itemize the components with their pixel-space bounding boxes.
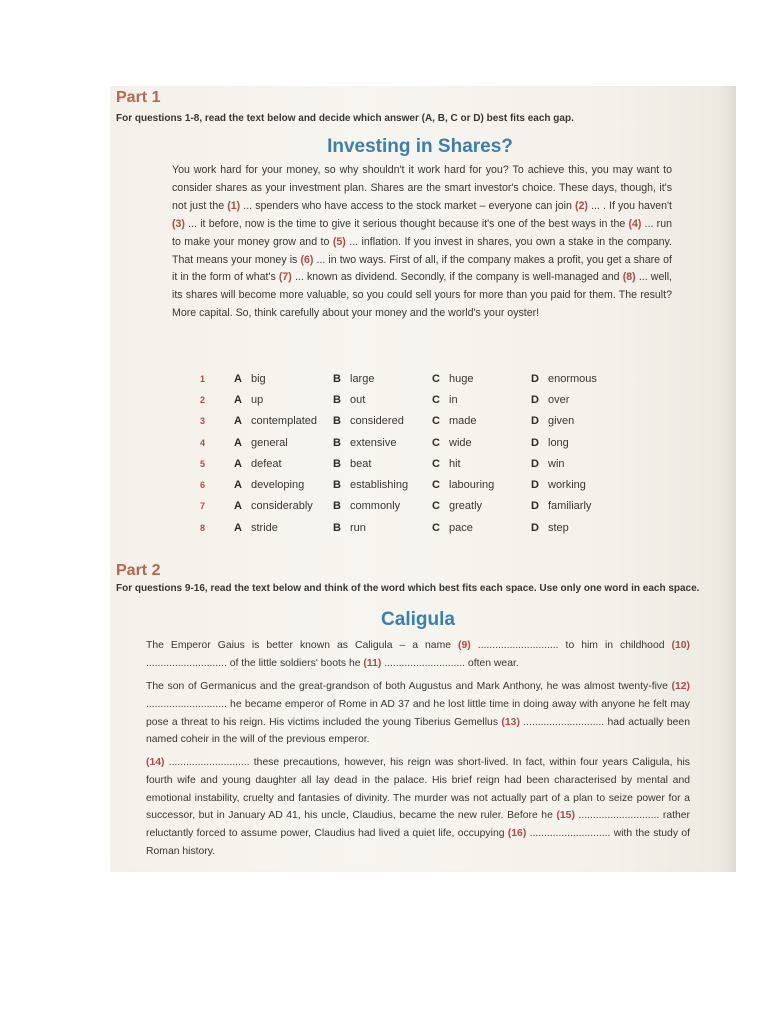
option-a: big [251, 372, 266, 385]
option-c: wide [449, 436, 472, 449]
letter-c: C [432, 436, 440, 449]
part1-heading: Part 1 [116, 89, 161, 106]
part2-title: Caligula [381, 609, 455, 630]
letter-c: C [432, 415, 440, 428]
letter-b: B [333, 415, 341, 428]
text-segment: ... inflation. If you invest in shares, you own a stake in the company. That means your money is [172, 235, 672, 266]
question-number: 5 [200, 458, 206, 469]
option-a: contemplated [251, 415, 318, 428]
question-number: 3 [200, 416, 206, 427]
letter-b: B [333, 457, 341, 470]
letter-c: C [432, 393, 440, 406]
text-segment: The Emperor Gaius is better known as Caligula – a name [146, 640, 459, 651]
part1-instruction: For questions 1-8, read the text below and decide which answer (A, B, C or D) best fits each gap. [116, 113, 574, 124]
part1-text [172, 162, 672, 323]
option-b: out [350, 393, 366, 406]
gap-16: (16) [507, 828, 527, 840]
text-segment: ... well, its shares will become more valuable, so you could sell yours for more than you paid for them. The result? More capital. So, think carefully about your money and the world's your oyster! [172, 271, 672, 320]
option-c: labouring [449, 479, 495, 492]
option-d: working [548, 479, 586, 492]
letter-d: D [531, 372, 539, 385]
letter-a: A [234, 521, 242, 534]
question-number: 1 [200, 373, 206, 384]
letter-d: D [531, 436, 539, 449]
gap-14: (14) [146, 757, 165, 768]
part2-instruction: For questions 9-16, read the text below and think of the word which best fits each space. Use only one word in each space. [116, 583, 700, 594]
gap-11: (11) [363, 657, 382, 669]
text-segment: ... it before, now is the time to give it serious thought because it's one of the best ways in the [184, 217, 629, 230]
option-d: given [548, 415, 575, 428]
letter-c: C [432, 457, 440, 470]
gap-9: (9) [458, 640, 471, 651]
option-b: extensive [350, 436, 397, 449]
letter-a: A [234, 415, 242, 428]
option-row-2 [200, 389, 638, 410]
option-row-3 [200, 411, 638, 432]
option-d: enormous [548, 372, 597, 385]
gap-15: (15) [556, 810, 575, 822]
question-number: 4 [200, 437, 206, 448]
letter-a: A [234, 479, 242, 492]
letter-a: A [234, 500, 242, 513]
text-segment: ............................ with the study of Roman history. [146, 828, 690, 857]
letter-a: A [234, 393, 242, 406]
option-b: beat [350, 457, 372, 470]
gap-3: (3) [172, 217, 185, 230]
letter-b: B [333, 479, 341, 492]
option-b: run [350, 521, 366, 534]
option-row-1 [200, 368, 638, 389]
caligula-paragraph-3 [146, 754, 690, 861]
option-b: commonly [350, 500, 401, 513]
text-segment: ............................ of the little soldiers' boots he [146, 657, 364, 669]
option-d: familiarly [548, 500, 592, 513]
letter-c: C [432, 521, 440, 534]
text-segment: You work hard for your money, so why shouldn't it work hard for you? To achieve this, you may want to consider shares as your investment plan. Shares are the smart investor's choice. These days, though, it's not just the [172, 164, 672, 212]
option-row-5 [200, 453, 638, 474]
option-d: long [548, 436, 569, 449]
option-c: huge [449, 372, 474, 385]
caligula-paragraph-2 [146, 678, 690, 749]
letter-b: B [333, 500, 341, 513]
option-a: defeat [251, 457, 282, 470]
letter-d: D [531, 415, 539, 428]
option-row-7 [200, 496, 638, 517]
part2-heading: Part 2 [116, 562, 161, 579]
question-number: 7 [200, 501, 206, 512]
text-segment: ............................ often wear. [381, 657, 519, 669]
option-b: considered [350, 415, 404, 428]
option-c: in [449, 393, 458, 406]
answer-options-table [200, 368, 638, 538]
option-row-8 [200, 517, 638, 538]
option-c: pace [449, 521, 473, 534]
text-segment: ... known as dividend. Secondly, if the company is well-managed and [291, 271, 623, 284]
gap-7: (7) [278, 271, 292, 284]
option-d: step [548, 521, 569, 534]
option-c: greatly [449, 500, 483, 513]
option-b: large [350, 372, 375, 385]
text-segment: ... run to make your money grow and to [172, 217, 672, 248]
letter-c: C [432, 500, 440, 513]
letter-b: B [333, 521, 341, 534]
option-d: over [548, 393, 570, 406]
option-a: considerably [251, 500, 313, 513]
letter-d: D [531, 500, 539, 513]
text-segment: ... . If you haven't [587, 199, 672, 212]
gap-10: (10) [671, 640, 691, 651]
part1-title: Investing in Shares? [327, 136, 513, 157]
letter-d: D [531, 521, 539, 534]
option-d: win [548, 457, 565, 470]
text-segment: ... spenders who have access to the stock market – everyone can join [240, 199, 575, 212]
option-row-4 [200, 432, 638, 453]
option-c: hit [449, 457, 461, 470]
gap-4: (4) [628, 217, 642, 230]
question-number: 6 [200, 480, 206, 491]
option-c: made [449, 415, 477, 428]
gap-8: (8) [622, 271, 636, 284]
letter-d: D [531, 393, 539, 406]
option-a: general [251, 436, 288, 449]
option-row-6 [200, 474, 638, 495]
letter-d: D [531, 479, 539, 492]
letter-b: B [333, 372, 341, 385]
text-segment: ............................ he became emperor of Rome in AD 37 and he lost little time in doing away with anyone he felt may pose a threat to his reign. His victims included the young Tiberius Gemellus [146, 698, 690, 728]
option-a: developing [251, 479, 305, 492]
text-segment: ............................ had actually been named coheir in the will of the previous emperor. [146, 716, 690, 746]
letter-b: B [333, 393, 341, 406]
gap-6: (6) [300, 253, 314, 266]
gap-1: (1) [227, 199, 241, 212]
gap-5: (5) [332, 235, 346, 248]
letter-b: B [333, 436, 341, 449]
question-number: 8 [200, 522, 206, 533]
text-segment: ............................ these precautions, however, his reign was short-lived. In fact, within four years Caligula, his fourth wife and young daughter all lay dead in the palace. His brief reign had been characterised by mental and emotional instability, cruelty and fantasies of divinity. The murder was not actually part of a plan to seize power for a successor, but in January AD 41, his uncle, Claudius, became the new ruler. Before he [146, 757, 690, 822]
gap-13: (13) [501, 716, 520, 728]
letter-a: A [234, 457, 242, 470]
letter-c: C [432, 372, 440, 385]
option-a: stride [251, 521, 278, 534]
text-segment: ............................ rather reluctantly forced to assume power, Claudius had lived a quiet life, occupying [146, 810, 691, 840]
option-a: up [251, 393, 264, 406]
letter-c: C [432, 479, 440, 492]
text-segment: ............................ to him in childhood [470, 640, 672, 651]
caligula-paragraph-1 [146, 637, 690, 673]
option-b: establishing [350, 479, 409, 492]
letter-a: A [234, 436, 242, 449]
letter-d: D [531, 457, 539, 470]
letter-a: A [234, 372, 242, 385]
text-segment: ... in two ways. First of all, if the company makes a profit, you get a share of it in the form of what's [172, 253, 672, 284]
question-number: 2 [200, 394, 206, 405]
gap-12: (12) [671, 681, 690, 692]
text-segment: The son of Germanicus and the great-grandson of both Augustus and Mark Anthony, he was almost twenty-five [146, 681, 672, 692]
gap-2: (2) [575, 199, 588, 212]
